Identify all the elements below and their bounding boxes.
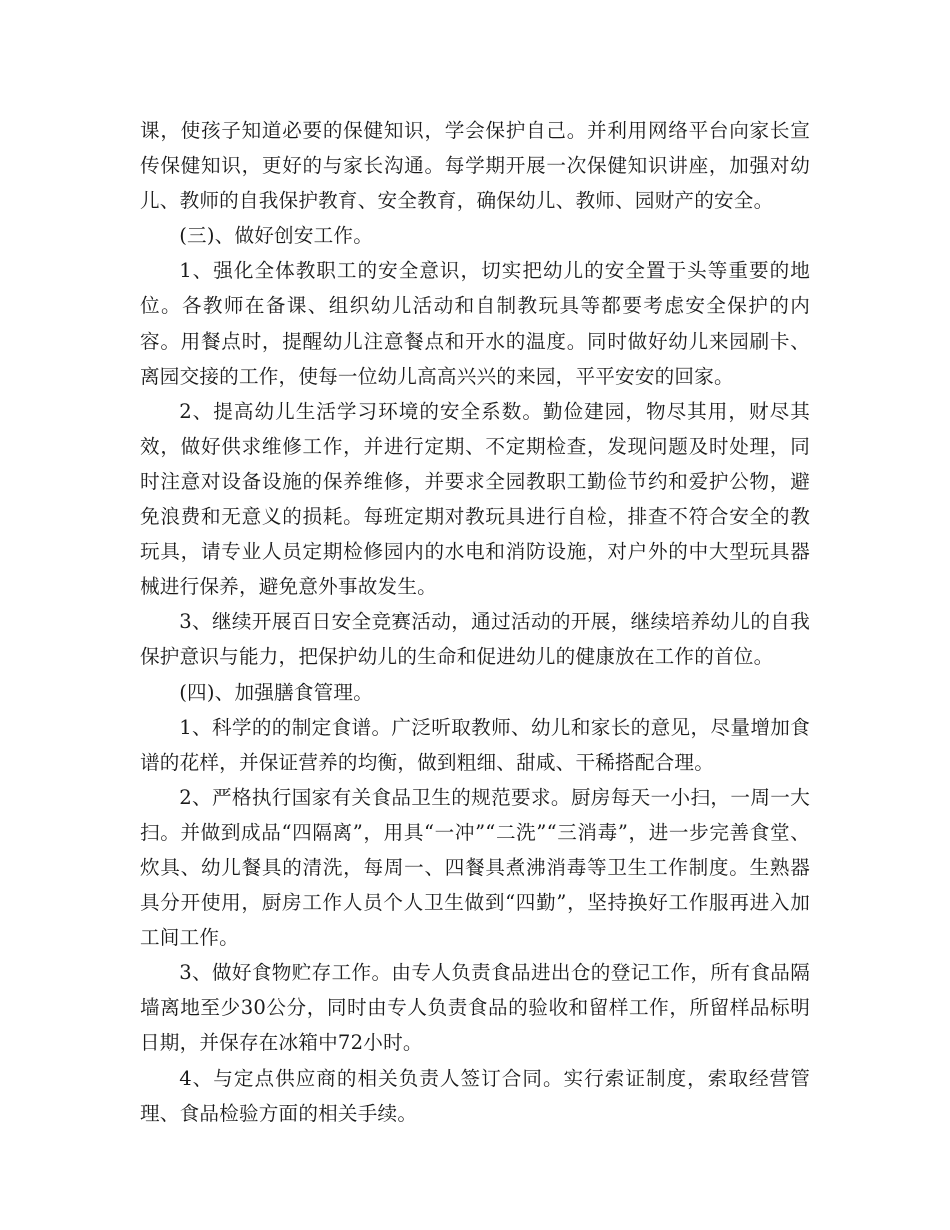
paragraph-meals-1: 1、科学的的制定食谱。广泛听取教师、幼儿和家长的意见，尽量增加食谱的花样，并保证营养的均衡，做到粗细、甜咸、干稀搭配合理。 [140,715,810,774]
paragraph-safety-3: 3、继续开展百日安全竞赛活动，通过活动的开展，继续培养幼儿的自我保护意识与能力，把保护幼儿的生命和促进幼儿的健康放在工作的首位。 [140,610,810,669]
section-heading-meals: (四)、加强膳食管理。 [179,680,374,704]
paragraph-safety-1: 1、强化全体教职工的安全意识，切实把幼儿的安全置于头等重要的地位。各教师在备课、组织幼儿活动和自制教玩具等都要考虑安全保护的内容。用餐点时，提醒幼儿注意餐点和开水的温度。同时做好幼儿来园刷卡、离园交接的工作，使每一位幼儿高高兴兴的来园，平平安安的回家。 [140,259,810,388]
paragraph-meals-4: 4、与定点供应商的相关负责人签订合同。实行索证制度，索取经营管理、食品检验方面的相关手续。 [140,1066,810,1125]
section-heading-safety: (三)、做好创安工作。 [179,224,374,248]
paragraph-meals-3: 3、做好食物贮存工作。由专人负责食品进出仓的登记工作，所有食品隔墙离地至少30公分，同时由专人负责食品的验收和留样工作，所留样品标明日期，并保存在冰箱中72小时。 [140,961,810,1055]
paragraph-safety-2: 2、提高幼儿生活学习环境的安全系数。勤俭建园，物尽其用，财尽其效，做好供求维修工作，并进行定期、不定期检查，发现问题及时处理，同时注意对设备设施的保养维修，并要求全园教职工勤俭节约和爱护公物，避免浪费和无意义的损耗。每班定期对教玩具进行自检，排查不符合安全的教玩具，请专业人员定期检修园内的水电和消防设施，对户外的中大型玩具器械进行保养，避免意外事故发生。 [140,399,810,599]
paragraph-health-education: 课，使孩子知道必要的保健知识，学会保护自己。并利用网络平台向家长宣传保健知识，更好的与家长沟通。每学期开展一次保健知识讲座，加强对幼儿、教师的自我保护教育、安全教育，确保幼儿、教师、园财产的安全。 [140,119,810,213]
paragraph-meals-2: 2、严格执行国家有关食品卫生的规范要求。厨房每天一小扫，一周一大扫。并做到成品“四隔离”，用具“一冲”“二洗”“三消毒”，进一步完善食堂、炊具、幼儿餐具的清洗，每周一、四餐具煮沸消毒等卫生工作制度。生熟器具分开使用，厨房工作人员个人卫生做到“四勤”，坚持换好工作服再进入加工间工作。 [140,785,810,950]
document-body [140,113,810,1131]
